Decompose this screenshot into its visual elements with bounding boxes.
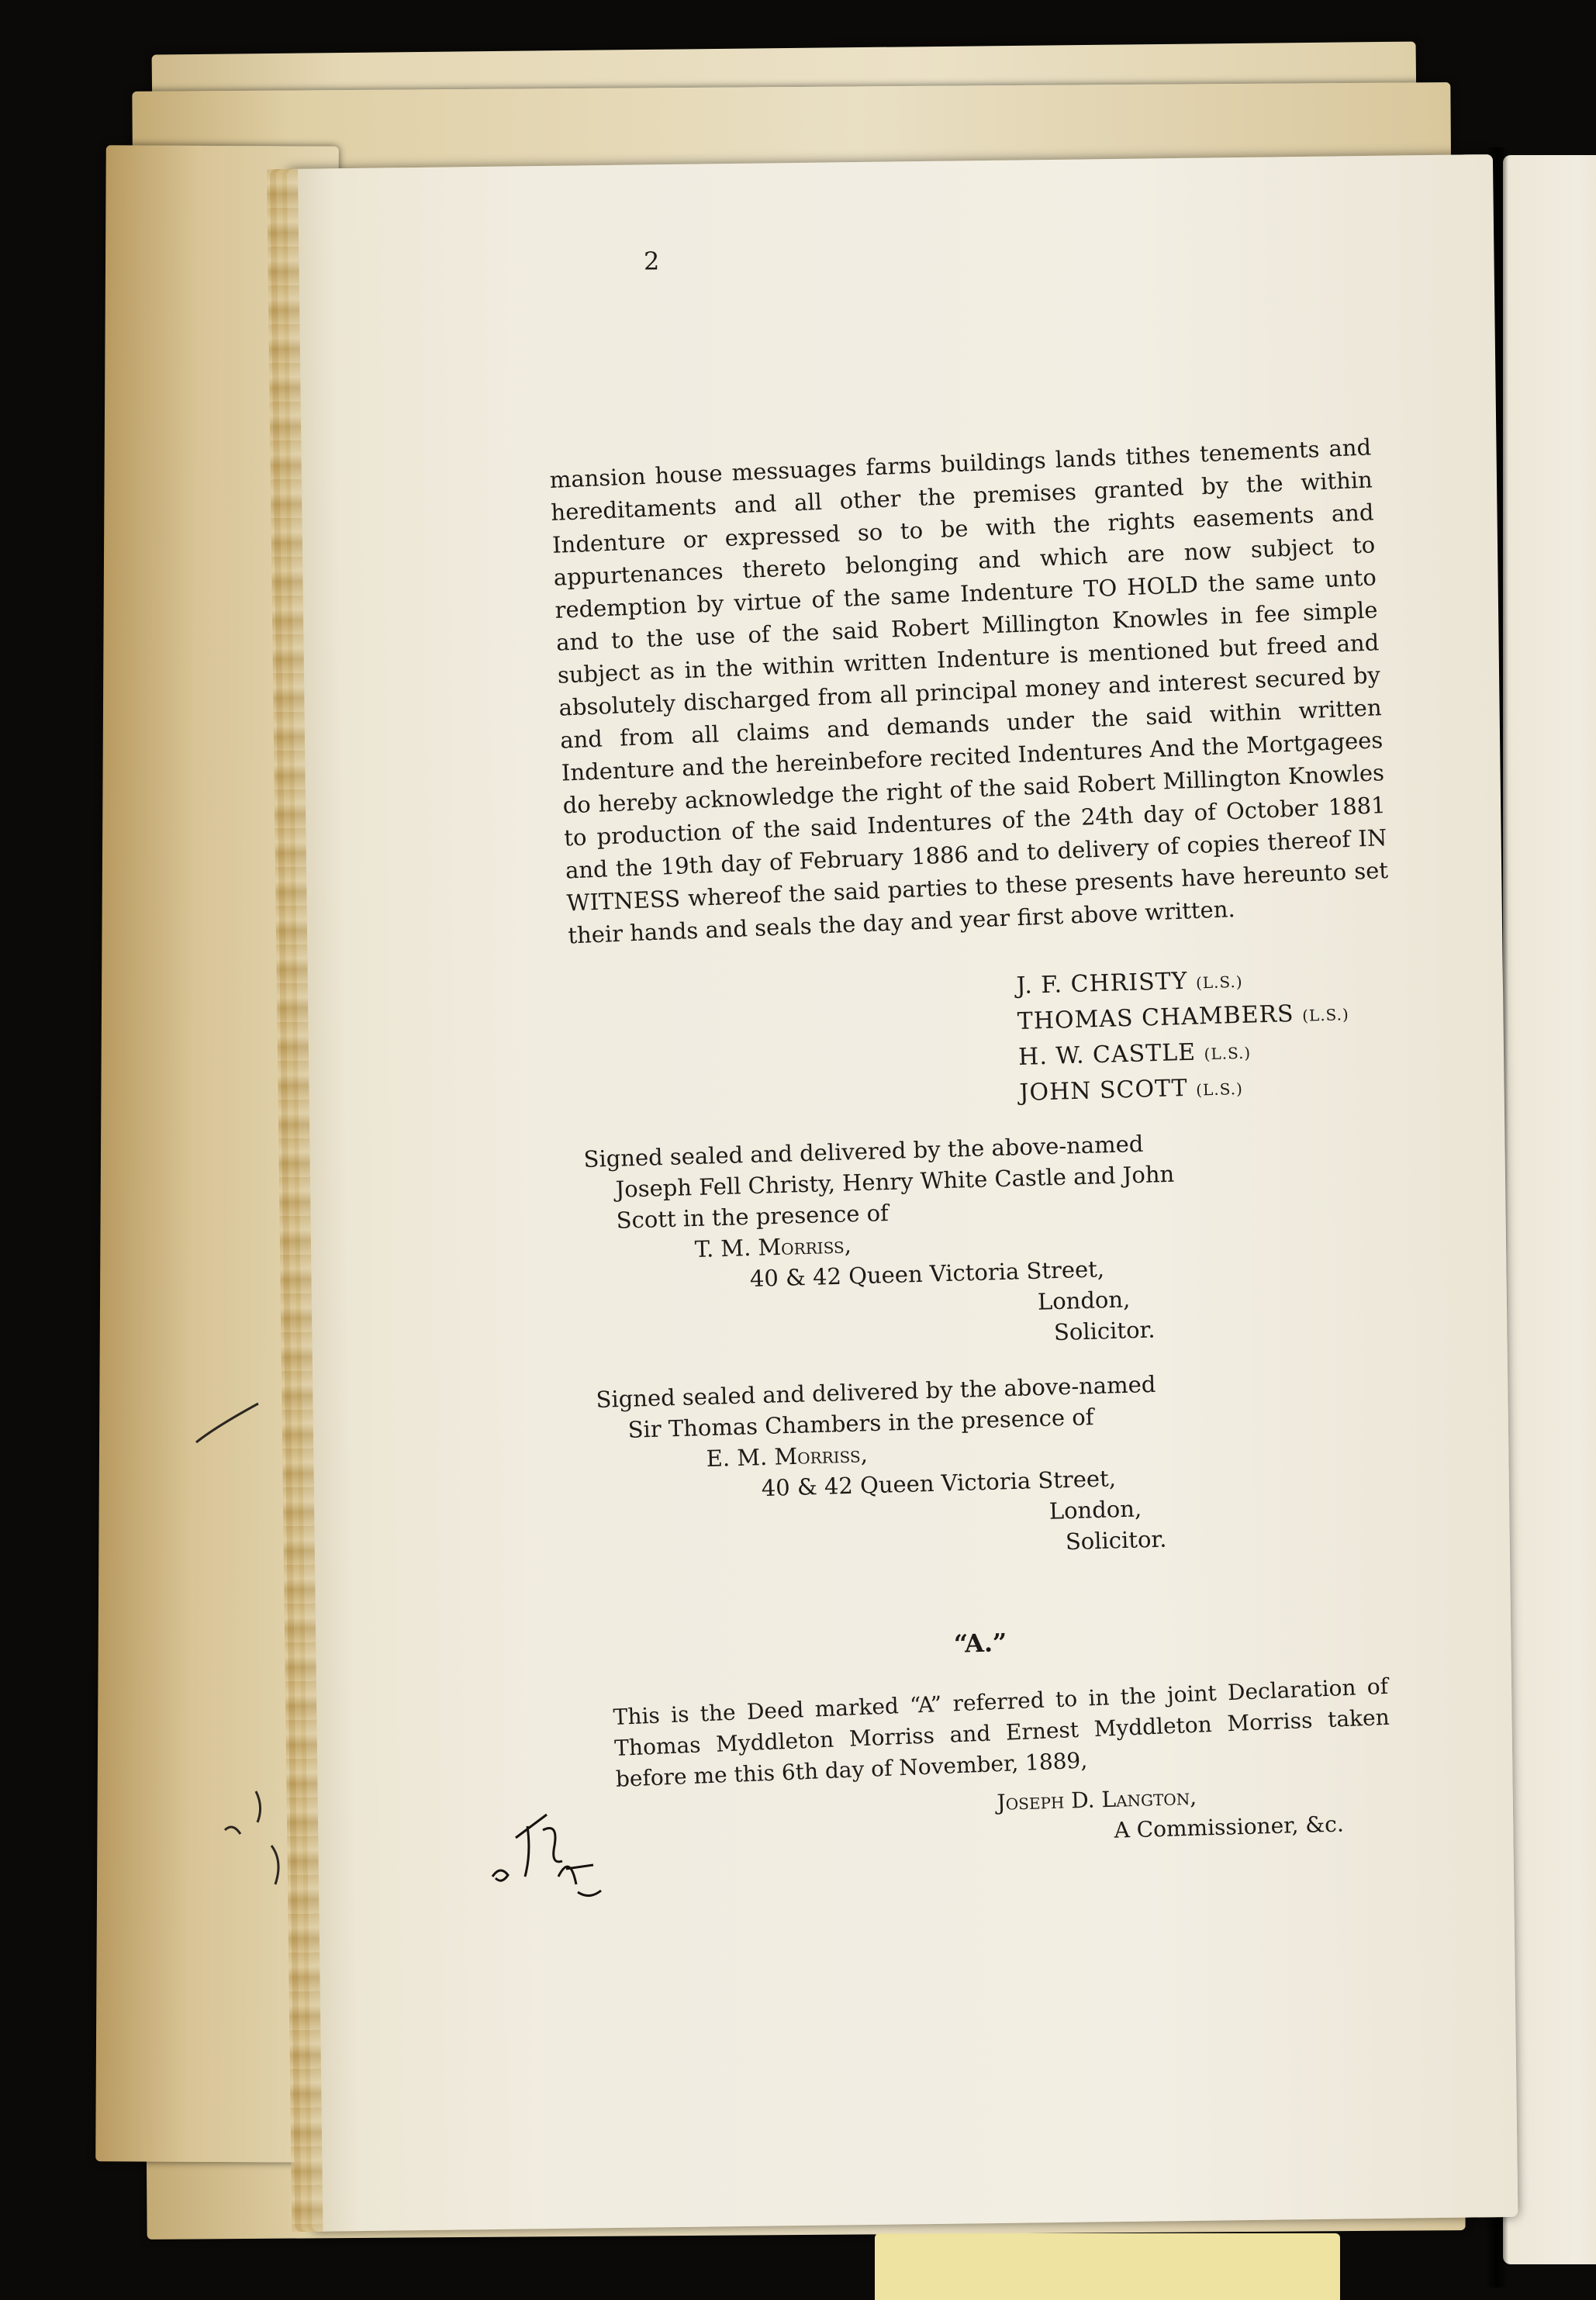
signatory-name: H. W. CASTLE [1017,1038,1197,1071]
attestation-block-2 [596,1369,1167,1570]
commissioner-block [997,1778,1344,1849]
attestation-line: Signed sealed and delivered by the above-named [583,1130,1144,1172]
deed-paragraph: mansion house messuages farms buildings lands tithes tenements and hereditaments and all other the premises granted by the within Indenture or expressed so to be with the rights easements and appurtenances thereto belonging and which are now subject to redemption by virtue of the same Indenture TO HOLD the same unto and to the use of the said Robert Millington Knowles in fee simple subject as in the within written Indenture is mentioned but freed and absolutely discharged from all principal money and interest secured by and from all claims and demands under the said within written Indenture and the hereinbefore recited Indentures And the Mortgagees do hereby acknowledge the right of the said Robert Millington Knowles to production of the said Indentures of the 24th day of October 1881 and the 19th day of February 1886 and to delivery of copies thereof IN WITNESS whereof the said parties to these presents have hereunto set their hands and seals the day and year first above written. [549,433,1389,949]
witness-name: E. M. Morriss, [706,1441,869,1473]
witness-address: 40 & 42 Queen Victoria Street, [749,1255,1105,1293]
attestation-line: Scott in the presence of [616,1200,890,1234]
witness-city: London, [1048,1495,1142,1525]
signatory-list [1016,960,1352,1112]
attestation-line: Signed sealed and delivered by the above-named [596,1370,1156,1413]
deed-body-text [549,430,1390,951]
declaration-text: This is the Deed marked “A” referred to in the joint Declaration of Thomas Myddleton Morriss and Ernest Myddleton Morriss taken before me this 6th day of November, 1889, [613,1673,1390,1792]
attestation-line: Joseph Fell Christy, Henry White Castle and John [615,1160,1175,1203]
seal-mark: (L.S.) [1195,972,1243,993]
pencil-tick-mark [192,1396,262,1450]
witness-address: 40 & 42 Queen Victoria Street, [761,1465,1117,1502]
seal-mark: (L.S.) [1204,1043,1252,1064]
attestation-line: Sir Thomas Chambers in the presence of [627,1404,1094,1443]
commissioner-title: A Commissioner, &c. [1114,1811,1345,1843]
witness-role: Solicitor. [1065,1525,1167,1556]
witness-city: London, [1037,1286,1131,1315]
page-number: 2 [644,247,660,276]
seal-mark: (L.S.) [1301,1005,1350,1025]
signatory-name: JOHN SCOTT [1018,1074,1189,1107]
witness-name: T. M. Morriss, [694,1231,852,1263]
signatory-name: J. F. CHRISTY [1016,967,1188,1000]
exhibit-mark: “A.” [953,1628,1007,1659]
facing-page [1503,155,1596,2264]
attestation-block-1 [583,1128,1175,1361]
bookmark-tab [875,2233,1340,2300]
signatory-name: THOMAS CHAMBERS [1017,1000,1295,1035]
witness-role: Solicitor. [1053,1316,1156,1346]
handwritten-initials-signature [485,1791,609,1915]
seal-mark: (L.S.) [1195,1079,1244,1100]
commissioner-name: Joseph D. Langton, [997,1784,1197,1815]
